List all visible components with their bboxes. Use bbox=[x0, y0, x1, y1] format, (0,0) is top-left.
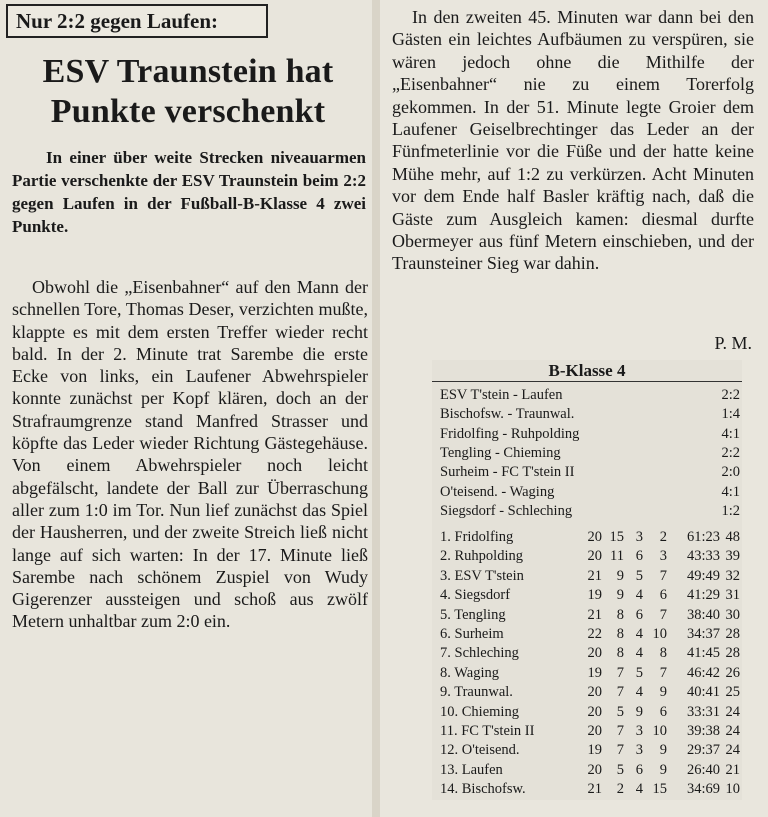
standings-row bbox=[440, 625, 740, 644]
standings-goals: 41:29 bbox=[686, 587, 720, 604]
standings-drawn: 9 bbox=[635, 703, 643, 720]
standings-played: 20 bbox=[587, 645, 602, 662]
standings-won: 8 bbox=[616, 645, 624, 662]
match-result-row bbox=[440, 425, 740, 444]
standings-goals: 41:45 bbox=[686, 645, 720, 662]
standings-points: 21 bbox=[725, 761, 740, 778]
match-score: 2:2 bbox=[721, 444, 740, 461]
standings-won: 7 bbox=[616, 684, 624, 701]
standings-team: 1. Fridolfing bbox=[440, 529, 514, 545]
article-headline: ESV Traunstein hat Punkte verschenkt bbox=[42, 53, 334, 130]
standings-team: 2. Ruhpolding bbox=[440, 548, 523, 565]
standings-row bbox=[440, 761, 740, 780]
match-result-row bbox=[440, 405, 740, 424]
match-score: 2:2 bbox=[721, 387, 740, 403]
match-teams: Bischofsw. - Traunwal. bbox=[440, 406, 575, 423]
standings-goals: 38:40 bbox=[686, 606, 720, 623]
standings-lost: 9 bbox=[659, 742, 667, 759]
standings-drawn: 6 bbox=[635, 606, 643, 623]
standings-team: 7. Schleching bbox=[440, 645, 519, 662]
standings-played: 19 bbox=[587, 587, 602, 604]
standings-lost: 7 bbox=[659, 567, 667, 584]
standings-goals: 29:37 bbox=[686, 742, 720, 759]
standings-drawn: 3 bbox=[635, 742, 643, 759]
match-score: 1:2 bbox=[721, 502, 740, 519]
standings-team: 14. Bischofsw. bbox=[440, 781, 526, 798]
standings-lost: 7 bbox=[659, 664, 667, 681]
standings-drawn: 4 bbox=[635, 645, 643, 662]
standings-lost: 9 bbox=[659, 684, 667, 701]
standings-points: 28 bbox=[725, 645, 740, 662]
standings-won: 7 bbox=[616, 723, 624, 739]
standings-points: 24 bbox=[725, 742, 740, 759]
standings-played: 20 bbox=[587, 703, 602, 720]
standings-team: 10. Chieming bbox=[440, 703, 519, 720]
standings-goals: 34:69 bbox=[686, 781, 720, 798]
author-signature: P. M. bbox=[714, 333, 752, 353]
standings-goals: 61:23 bbox=[686, 529, 720, 545]
standings-won: 8 bbox=[616, 626, 624, 642]
standings-played: 20 bbox=[587, 684, 602, 701]
standings-row bbox=[440, 683, 740, 702]
article-kicker: Nur 2:2 gegen Laufen: bbox=[6, 4, 268, 38]
standings-points: 30 bbox=[725, 606, 740, 623]
standings-lost: 2 bbox=[659, 529, 667, 545]
match-teams: Tengling - Chieming bbox=[440, 444, 561, 461]
standings-row bbox=[440, 780, 740, 799]
standings-team: 11. FC T'stein II bbox=[440, 723, 535, 739]
standings-lost: 3 bbox=[659, 548, 667, 565]
standings-row bbox=[440, 567, 740, 586]
standings-drawn: 4 bbox=[635, 626, 643, 642]
match-result-row bbox=[440, 483, 740, 502]
article-body-right: In den zweiten 45. Minuten war dann bei den Gästen ein leichtes Aufbäumen zu verspüren, sie wären jedoch ohne die Mithilfe der „Eisenbahner“ nie zu einem Torerfolg gekommen. In der 51. Minute legte Groier dem Laufener Geiselbrechtinger das Leder an der Fünfmeterlinie vor die Füße und der hatte keine Mühe mehr, auf 1:2 zu verkürzen. Acht Minuten vor dem Ende half Basler kräftig nach, daß die Gäste zum Ausgleich kamen: diesmal durfte Obermeyer aus fünf Metern einschieben, und der Traunsteiner Sieg war dahin. bbox=[392, 7, 754, 274]
standings-drawn: 6 bbox=[635, 761, 643, 778]
standings-goals: 39:38 bbox=[686, 723, 720, 739]
standings-points: 39 bbox=[725, 548, 740, 565]
standings-played: 20 bbox=[587, 529, 602, 545]
league-table-title: B-Klasse 4 bbox=[548, 361, 626, 380]
match-result-row bbox=[440, 386, 740, 405]
standings-drawn: 3 bbox=[635, 723, 643, 739]
standings-played: 19 bbox=[587, 664, 602, 681]
standings-row bbox=[440, 528, 740, 547]
match-score: 1:4 bbox=[721, 406, 740, 423]
standings-row bbox=[440, 586, 740, 605]
standings-points: 26 bbox=[725, 664, 740, 681]
standings-won: 9 bbox=[616, 567, 624, 584]
standings-lost: 8 bbox=[659, 645, 667, 662]
article-body-left: Obwohl die „Eisenbahner“ auf den Mann der schnellen Tore, Thomas Deser, verzichten mußte, klappte es mit dem ersten Treffer wieder recht bald. In der 2. Minute trat Sarembe die erste Ecke von links, ein Laufener Abwehrspieler konnte zunächst per Kopf klären, doch an der Strafraumgrenze stand Manfred Strasser und köpfte das Leder wieder Richtung Gästegehäuse. Von einem Abwehrspieler noch leicht abgefälscht, landete der Ball zur Überraschung aller zum 1:0 im Tor. Nun lief zunächst das Spiel der Hausherren, und der zweite Streich ließ nicht lange auf sich warten: In der 17. Minute ließ Sarembe nach schönem Zuspiel von Wudy Gigerenzer aussteigen und schoß aus zwölf Metern unhaltbar zum 2:0 ein. bbox=[12, 277, 368, 632]
standings-goals: 46:42 bbox=[686, 664, 720, 681]
match-teams: Surheim - FC T'stein II bbox=[440, 464, 575, 481]
standings-played: 20 bbox=[587, 761, 602, 778]
match-score: 2:0 bbox=[721, 464, 740, 481]
standings-row bbox=[440, 606, 740, 625]
standings-goals: 26:40 bbox=[686, 761, 720, 778]
match-teams: Siegsdorf - Schleching bbox=[440, 502, 573, 519]
standings-played: 20 bbox=[587, 548, 602, 565]
standings-won: 11 bbox=[610, 548, 624, 565]
standings-lost: 7 bbox=[659, 606, 667, 623]
standings-goals: 49:49 bbox=[686, 567, 720, 584]
standings-won: 8 bbox=[616, 606, 624, 623]
standings-row bbox=[440, 703, 740, 722]
standings-drawn: 3 bbox=[635, 529, 643, 545]
standings-team: 5. Tengling bbox=[440, 606, 506, 623]
standings-drawn: 6 bbox=[635, 548, 643, 565]
standings-points: 28 bbox=[725, 626, 740, 642]
standings-goals: 43:33 bbox=[686, 548, 720, 565]
standings-row bbox=[440, 644, 740, 663]
standings-won: 5 bbox=[616, 703, 624, 720]
standings-won: 5 bbox=[616, 761, 624, 778]
table-divider bbox=[432, 381, 742, 382]
standings-won: 9 bbox=[616, 587, 624, 604]
standings-points: 25 bbox=[725, 684, 740, 701]
standings-team: 4. Siegsdorf bbox=[440, 587, 511, 604]
standings-drawn: 4 bbox=[635, 684, 643, 701]
standings-played: 21 bbox=[587, 606, 602, 623]
standings-lost: 15 bbox=[652, 781, 667, 798]
standings-goals: 33:31 bbox=[686, 703, 720, 720]
standings-team: 9. Traunwal. bbox=[440, 684, 513, 701]
standings-row bbox=[440, 547, 740, 566]
match-score: 4:1 bbox=[721, 425, 740, 442]
standings-team: 13. Laufen bbox=[440, 761, 503, 778]
standings-team: 6. Surheim bbox=[440, 626, 504, 642]
standings-lost: 10 bbox=[652, 626, 667, 642]
standings-team: 12. O'teisend. bbox=[440, 742, 520, 759]
standings-drawn: 5 bbox=[635, 664, 643, 681]
standings-lost: 6 bbox=[659, 703, 667, 720]
standings-played: 21 bbox=[587, 567, 602, 584]
standings-points: 48 bbox=[725, 529, 740, 545]
match-score: 4:1 bbox=[721, 483, 740, 500]
standings-team: 8. Waging bbox=[440, 664, 499, 681]
standings-lost: 9 bbox=[659, 761, 667, 778]
match-teams: O'teisend. - Waging bbox=[440, 483, 555, 500]
standings-won: 15 bbox=[609, 529, 624, 545]
standings-drawn: 4 bbox=[635, 781, 643, 798]
standings-points: 24 bbox=[725, 703, 740, 720]
standings-played: 20 bbox=[587, 723, 602, 739]
match-teams: Fridolfing - Ruhpolding bbox=[440, 425, 580, 442]
standings-won: 7 bbox=[616, 742, 624, 759]
standings-won: 2 bbox=[616, 781, 624, 798]
standings-drawn: 4 bbox=[635, 587, 643, 604]
standings-row bbox=[440, 741, 740, 760]
standings-points: 24 bbox=[725, 723, 740, 739]
match-result-row bbox=[440, 463, 740, 482]
article-lead: In einer über weite Strecken niveauarmen Partie verschenkte der ESV Traunstein beim 2:2 gegen Laufen in der Fußball-B-Klasse 4 zwei Punkte. bbox=[12, 148, 366, 236]
standings-row bbox=[440, 722, 740, 741]
standings-lost: 6 bbox=[659, 587, 667, 604]
standings-points: 10 bbox=[725, 781, 740, 798]
standings-won: 7 bbox=[616, 664, 624, 681]
standings-points: 31 bbox=[725, 587, 740, 604]
standings-goals: 40:41 bbox=[686, 684, 720, 701]
standings-row bbox=[440, 664, 740, 683]
match-result-row bbox=[440, 444, 740, 463]
standings-played: 22 bbox=[587, 626, 602, 642]
standings-drawn: 5 bbox=[635, 567, 643, 584]
match-teams: ESV T'stein - Laufen bbox=[440, 387, 563, 403]
standings-goals: 34:37 bbox=[686, 626, 720, 642]
standings-played: 21 bbox=[587, 781, 602, 798]
standings-points: 32 bbox=[725, 567, 740, 584]
standings-lost: 10 bbox=[652, 723, 667, 739]
standings-played: 19 bbox=[587, 742, 602, 759]
standings-team: 3. ESV T'stein bbox=[440, 567, 524, 584]
match-result-row bbox=[440, 502, 740, 521]
